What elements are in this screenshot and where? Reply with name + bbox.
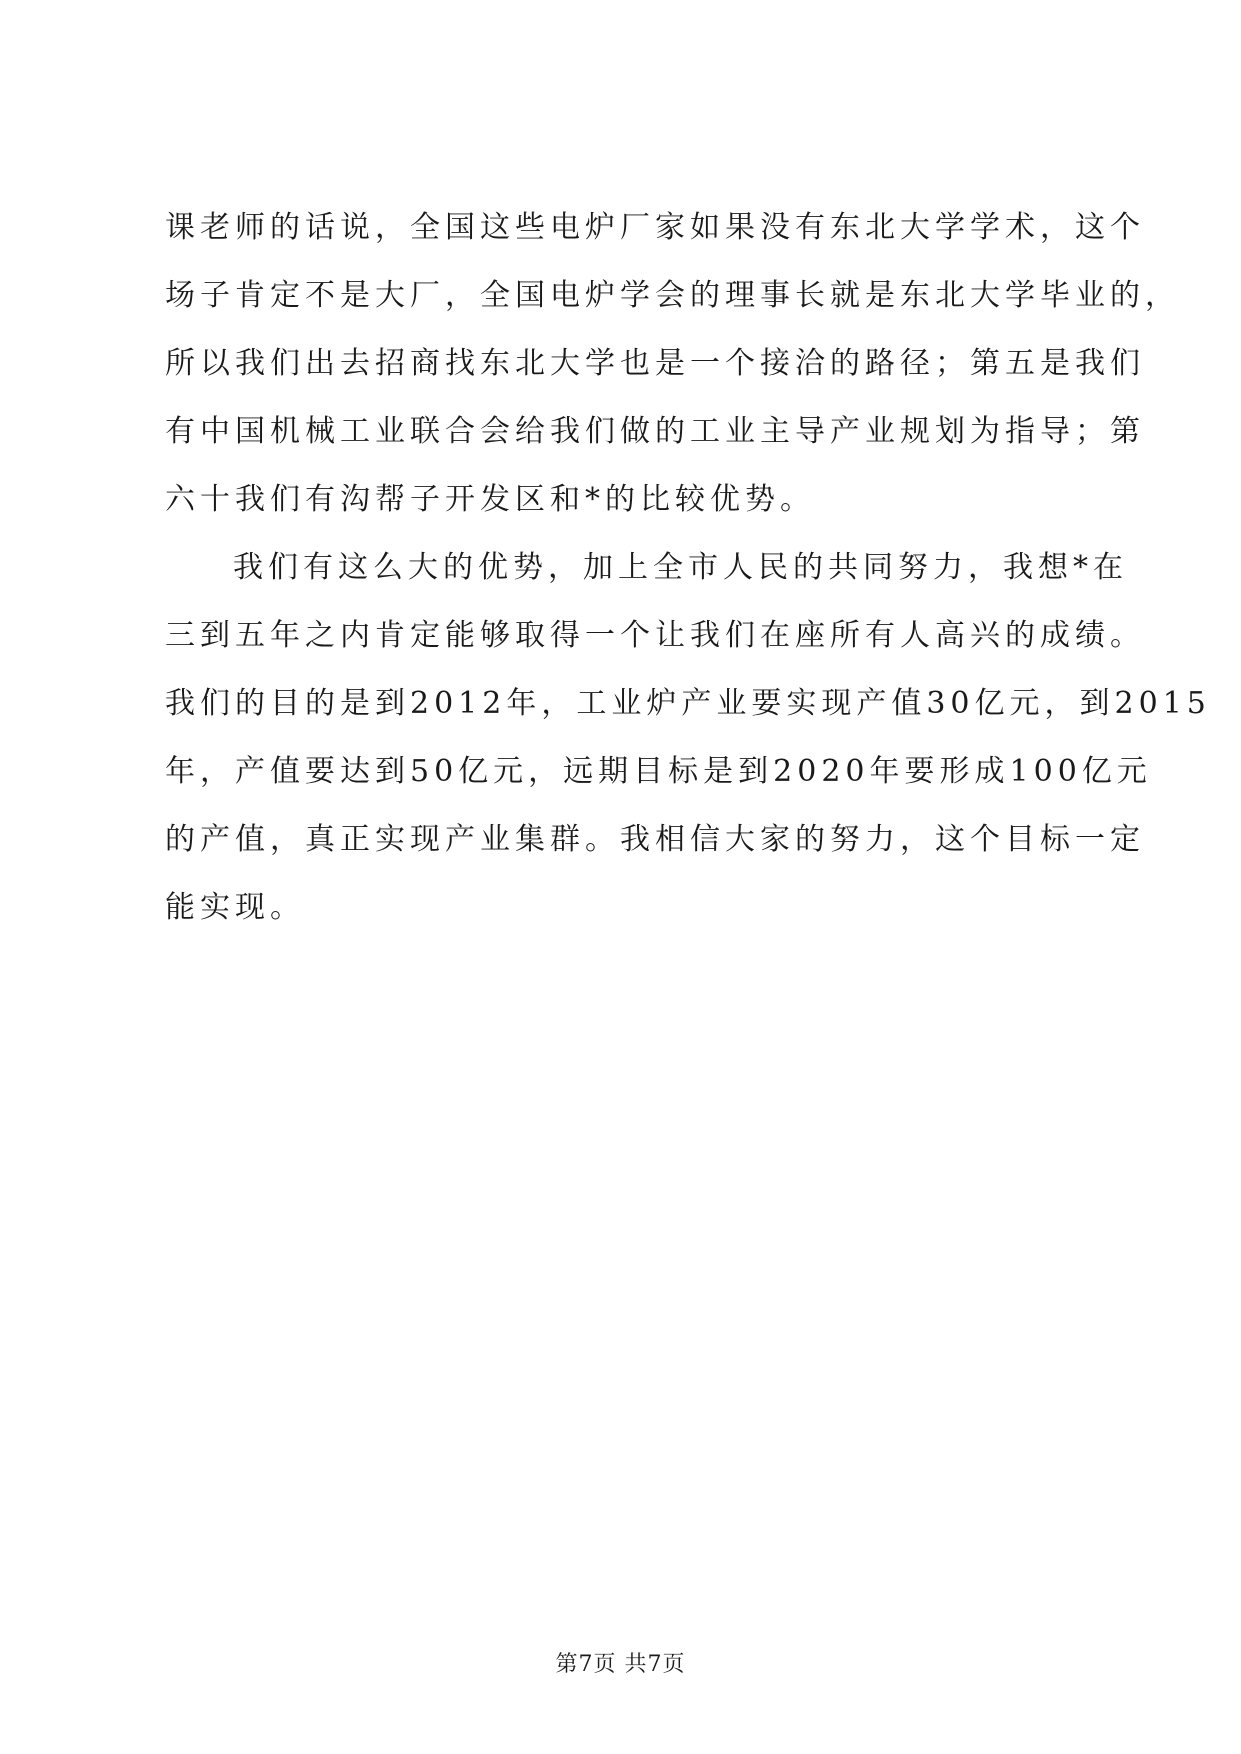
- paragraph-line: 有中国机械工业联合会给我们做的工业主导产业规划为指导；第: [165, 414, 1145, 449]
- paragraph-line: 六十我们有沟帮子开发区和*的比较优势。: [165, 482, 815, 517]
- paragraph-line: 所以我们出去招商找东北大学也是一个接洽的路径；第五是我们: [165, 346, 1145, 381]
- paragraph-line: 能实现。: [165, 890, 305, 925]
- paragraph-line: 课老师的话说，全国这些电炉厂家如果没有东北大学学术，这个: [165, 210, 1145, 245]
- paragraph-line: 年，产值要达到50亿元，远期目标是到2020年要形成100亿元: [165, 754, 1152, 789]
- paragraph-line: 三到五年之内肯定能够取得一个让我们在座所有人高兴的成绩。: [165, 618, 1145, 653]
- page-number-footer: 第7页 共7页: [555, 1652, 686, 1677]
- paragraph-line: 我们有这么大的优势，加上全市人民的共同努力，我想*在: [233, 550, 1128, 585]
- paragraph-line: 场子肯定不是大厂，全国电炉学会的理事长就是东北大学毕业的，: [165, 278, 1180, 313]
- paragraph-line: 我们的目的是到2012年，工业炉产业要实现产值30亿元，到2015: [165, 686, 1211, 721]
- paragraph-line: 的产值，真正实现产业集群。我相信大家的努力，这个目标一定: [165, 822, 1145, 857]
